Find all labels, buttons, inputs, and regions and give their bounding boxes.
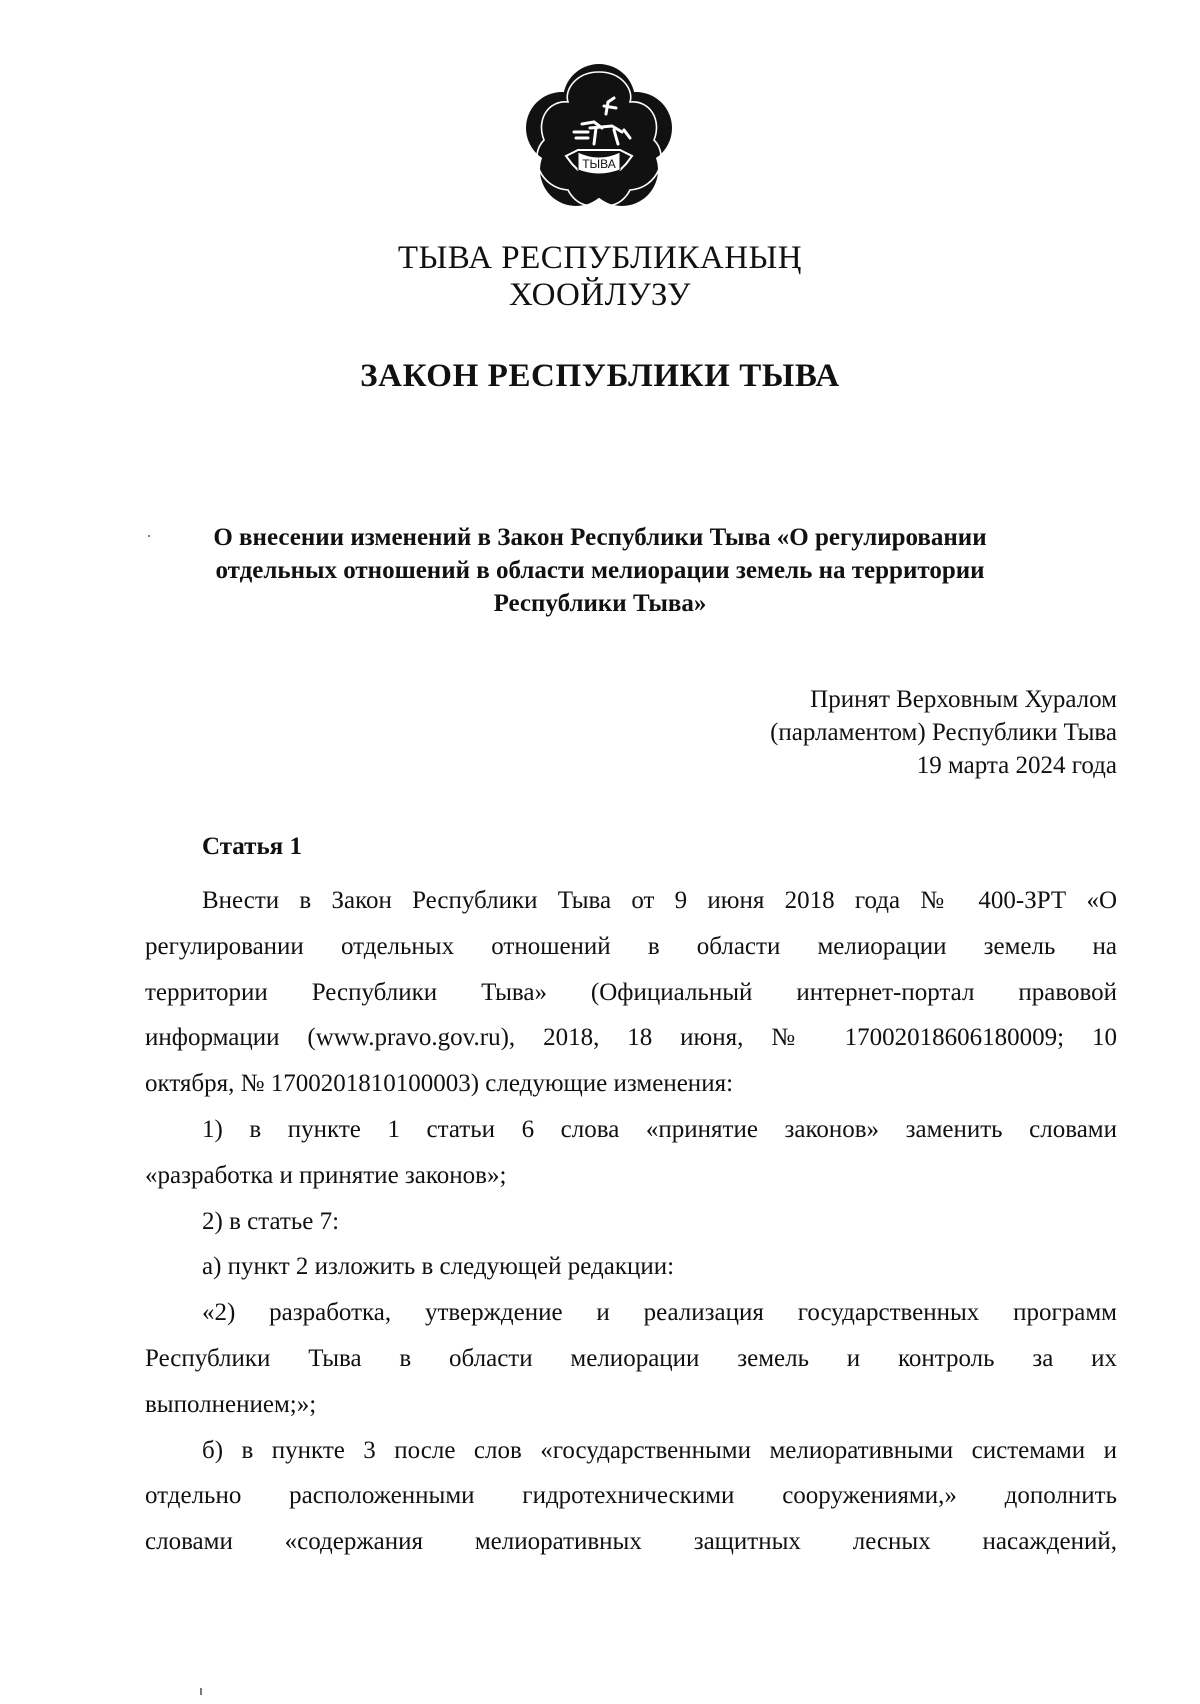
body-line: октября, № 1700201810100003) следующие изменения: — [145, 1070, 734, 1098]
page-edge-mark — [200, 1688, 202, 1695]
law-subject-line: отдельных отношений в области мелиорации земель на территории — [215, 557, 985, 584]
body-line: Республики Тыва в области мелиорации земель и контроль за их — [145, 1344, 1117, 1372]
body-line: а) пункт 2 изложить в следующей редакции: — [202, 1253, 675, 1281]
body-line: «2) разработка, утверждение и реализация государственных программ — [202, 1299, 1117, 1327]
article-body — [145, 878, 1117, 1565]
body-line: территории Республики Тыва» (Официальный интернет-портал правовой — [145, 978, 1117, 1006]
body-line: б) в пункте 3 после слов «государственными мелиоративными системами и — [202, 1436, 1117, 1464]
body-line: регулировании отдельных отношений в области мелиорации земель на — [145, 932, 1117, 960]
body-line: отдельно расположенными гидротехническими сооружениями,» дополнить — [145, 1482, 1117, 1510]
law-subject — [150, 521, 1050, 620]
body-line: «разработка и принятие законов»; — [145, 1161, 507, 1189]
emblem-icon — [522, 60, 676, 214]
title-tyvan — [0, 240, 1200, 314]
title-tyvan-line2: ХООЙЛУЗУ — [508, 277, 692, 313]
body-line: 2) в статье 7: — [202, 1207, 340, 1235]
body-line: Внести в Закон Республики Тыва от 9 июня 2018 года № 400-ЗРТ «О — [202, 887, 1117, 914]
law-subject-line: О внесении изменений в Закон Республики Тыва «О регулировании — [213, 524, 987, 551]
title-russian: ЗАКОН РЕСПУБЛИКИ ТЫВА — [360, 358, 840, 394]
svg-text:ТЫВА: ТЫВА — [582, 157, 616, 171]
adoption-note — [517, 683, 1117, 782]
body-line: 1) в пункте 1 статьи 6 слова «принятие законов» заменить словами — [202, 1115, 1117, 1143]
adoption-line: Принят Верховным Хуралом — [810, 686, 1117, 713]
title-tyvan-line1: ТЫВА РЕСПУБЛИКАНЫҢ — [397, 240, 803, 276]
body-line: выполнением;»; — [145, 1390, 317, 1418]
article-heading: Статья 1 — [202, 833, 302, 860]
adoption-line: (парламентом) Республики Тыва — [770, 719, 1117, 746]
body-line: словами «содержания мелиоративных защитных лесных насаждений, — [145, 1528, 1117, 1556]
body-line: информации (www.pravo.gov.ru), 2018, 18 июня, № 17002018606180009; 10 — [145, 1024, 1117, 1052]
law-subject-line: Республики Тыва» — [493, 590, 707, 617]
adoption-date: 19 марта 2024 года — [916, 752, 1117, 779]
